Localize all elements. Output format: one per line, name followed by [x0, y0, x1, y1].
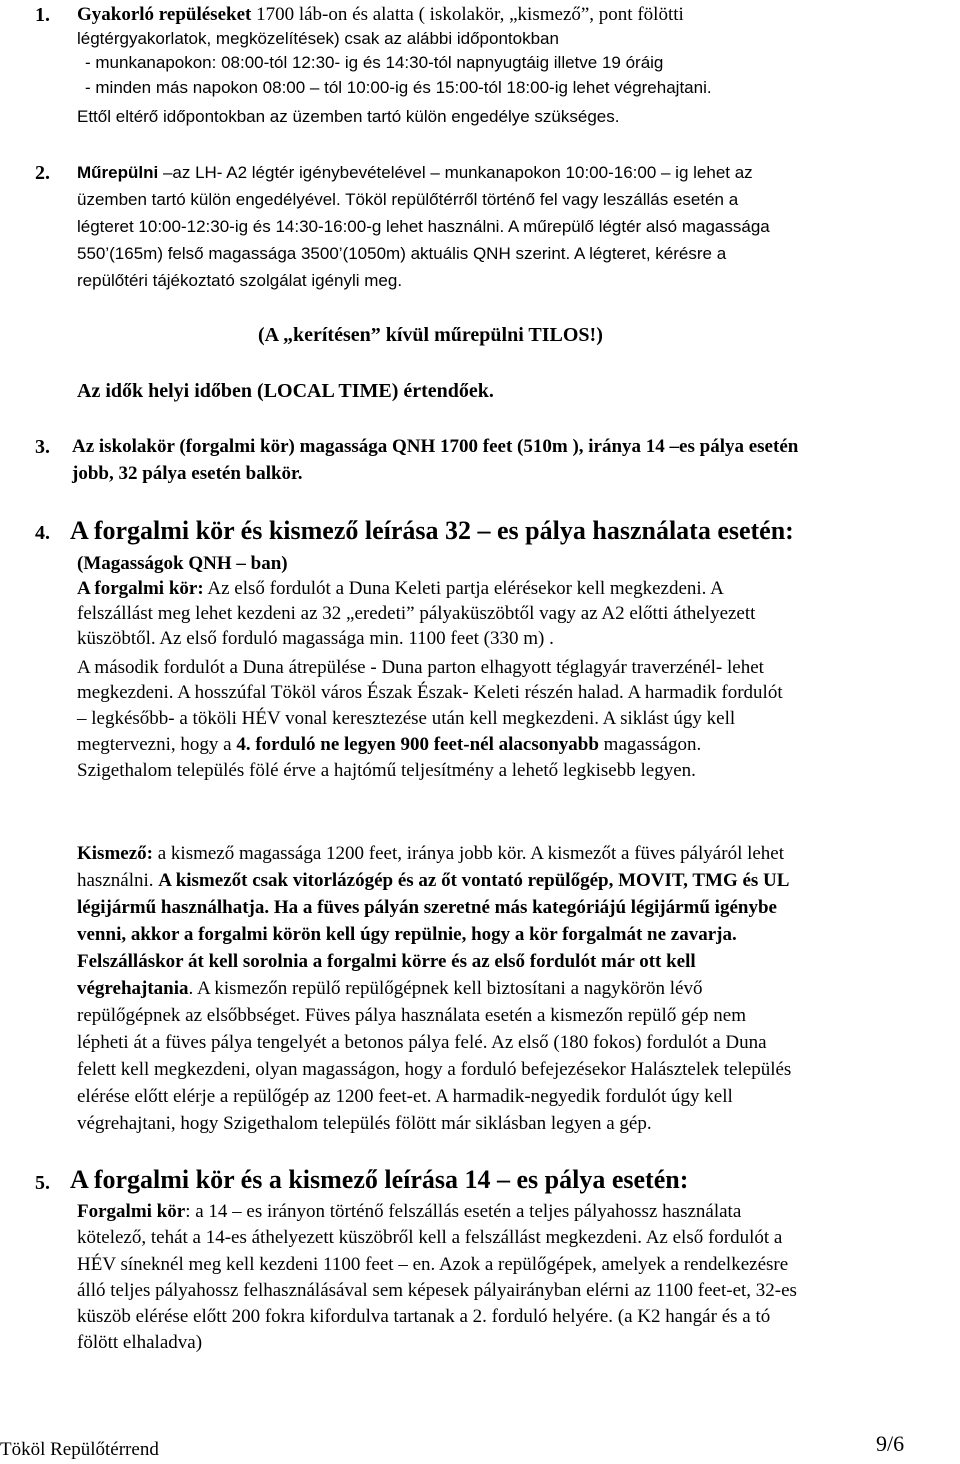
section-5-bold-lead: Forgalmi kör — [77, 1201, 186, 1222]
kismezo-line-6-text: . A kismezőn repülő repülőgépnek kell biztosítani a nagykörön lévő — [188, 978, 703, 999]
kismezo-line-1 — [77, 841, 784, 867]
kismezo-line-8: lépheti át a füves pálya tengelyét a betonos pálya felé. Az első (180 fokos) fordulót a Duna — [77, 1032, 767, 1053]
section-2-line-2: üzemben tartó külön engedélyével. Tököl repülőtérről történő fel vagy leszállás esetén a — [77, 190, 739, 209]
section-3-number: 3. — [35, 436, 50, 458]
section-4-para-line-1-text: Az első fordulót a Duna Keleti partja elérésekor kell megkezdeni. A — [203, 578, 724, 599]
section-4-subheading: (Magasságok QNH – ban) — [77, 553, 288, 574]
section-1-bold-lead: Gyakorló repüléseket — [77, 4, 252, 25]
section-2-line-4: 550’(165m) felső magassága 3500’(1050m) aktuális QNH szerint. A légteret, kérésre a — [77, 244, 727, 263]
section-4-para-line-5: megkezdeni. A hosszúfal Tököl város Észak Észak- Keleti részén halad. A harmadik fordulót — [77, 682, 783, 703]
kismezo-line-9: felett kell megkezdeni, olyan magasságon, hogy a forduló befejezésekor Halásztelek település — [77, 1059, 792, 1080]
section-5-line-1-text: : a 14 – es irányon történő felszállás esetén a teljes pályahossz használata — [185, 1201, 742, 1222]
section-5-heading: A forgalmi kör és a kismező leírása 14 – es pálya esetén: — [70, 1165, 689, 1194]
section-4-para-line-6: – legkésőbb- a tököli HÉV vonal keresztezése után kell megkezdeni. A siklást úgy kell — [77, 708, 736, 729]
section-1-workday-item: - munkanapokon: 08:00-tól 12:30- ig és 14:30-tól napnyugtáig illetve 19 óráig — [85, 53, 664, 72]
footer-document-name: Tököl Repülőtérrend — [0, 1439, 159, 1460]
section-5-line-6: fölött elhaladva) — [77, 1332, 203, 1353]
traffic-circuit-label: A forgalmi kör: — [77, 578, 204, 599]
section-5-line-3: HÉV síneknél meg kell kezdeni 1100 feet – en. Azok a repülőgépek, amelyek a rendelkezésre — [77, 1254, 789, 1275]
footer-page-number: 9/6 — [876, 1431, 905, 1456]
kismezo-line-6 — [77, 976, 702, 1002]
section-4-para-line-7 — [77, 732, 701, 758]
section-2-local-time-note: Az idők helyi időben (LOCAL TIME) értendőek. — [77, 380, 494, 402]
section-5-line-5: küszöb elérése előtt 200 fokra kifordulva tartanak a 2. forduló helyére. (a K2 hangár és a tó — [77, 1306, 771, 1327]
section-2-bold-lead: Műrepülni — [77, 163, 159, 182]
section-2-line-5: repülőtéri tájékoztató szolgálat igényli meg. — [77, 271, 403, 290]
section-4-para-line-8: Szigethalom település fölé érve a hajtómű teljesítmény a lehető legkisebb legyen. — [77, 760, 696, 781]
section-4-para-line-1 — [77, 576, 724, 602]
section-4-heading: A forgalmi kör és kismező leírása 32 – es pálya használata esetén: — [70, 516, 794, 545]
section-1-number: 1. — [35, 4, 50, 26]
section-1-line-1 — [77, 2, 684, 28]
section-2-line-1-text: –az LH- A2 légtér igénybevételével – munkanapokon 10:00-16:00 – ig lehet az — [158, 163, 753, 182]
section-2-number: 2. — [35, 162, 50, 184]
section-3-line-1: Az iskolakör (forgalmi kör) magassága QNH 1700 feet (510m ), iránya 14 –es pálya esetén — [72, 436, 799, 457]
section-5-line-2: kötelező, tehát a 14-es áthelyezett küszöbről kell a felszállást megkezdeni. Az első fordulót a — [77, 1227, 783, 1248]
section-1-line-1-text: 1700 láb-on és alatta ( iskolakör, „kismező”, pont fölötti — [251, 4, 684, 25]
kismezo-line-3: légijármű használhatja. Ha a füves pályán szeretné más kategóriájú légijármű igénybe — [77, 897, 777, 918]
section-3-line-2: jobb, 32 pálya esetén balkör. — [72, 463, 303, 484]
section-2-warning: (A „kerítésen” kívül műrepülni TILOS!) — [258, 324, 603, 346]
section-5-number: 5. — [35, 1172, 50, 1194]
section-4-para-line-4: A második fordulót a Duna átrepülése - Duna parton elhagyott téglagyár traverzénél- lehet — [77, 657, 764, 678]
section-4-number: 4. — [35, 522, 50, 544]
fourth-turn-minimum-altitude: 4. forduló ne legyen 900 feet-nél alacsonyabb — [236, 734, 599, 755]
section-1-other-days-item: - minden más napokon 08:00 – tól 10:00-ig és 15:00-tól 18:00-ig lehet végrehajtani. — [85, 78, 712, 97]
section-2-line-3: légteret 10:00-12:30-ig és 14:30-16:00-g lehet használni. A műrepülő légtér alsó magassága — [77, 217, 770, 236]
kismezo-label: Kismező: — [77, 843, 153, 864]
kismezo-line-11: végrehajtani, hogy Szigethalom település fölött már siklásban legyen a gép. — [77, 1113, 652, 1134]
kismezo-line-6-bold: végrehajtania — [77, 978, 189, 999]
kismezo-line-2-a: használni. — [77, 870, 159, 891]
section-1-line-2: légtérgyakorlatok, megközelítések) csak az alábbi időpontokban — [77, 29, 559, 48]
kismezo-line-2-bold: A kismezőt csak vitorlázógép és az őt vontató repülőgép, MOVIT, TMG és UL — [158, 870, 790, 891]
section-4-para-line-7-a: megtervezni, hogy a — [77, 734, 237, 755]
kismezo-line-10: elérése előtt elérje a repülőgép az 1200 feet-et. A harmadik-negyedik fordulót úgy kell — [77, 1086, 733, 1107]
kismezo-line-5: Felszálláskor át kell sorolnia a forgalmi körre és az első fordulót már ott kell — [77, 951, 696, 972]
kismezo-line-1-text: a kismező magassága 1200 feet, iránya jobb kör. A kismezőt a füves pályáról lehet — [152, 843, 785, 864]
section-1-line-5: Ettől eltérő időpontokban az üzemben tartó külön engedélye szükséges. — [77, 107, 620, 126]
section-5-line-1 — [77, 1199, 741, 1225]
section-4-para-line-7-c: magasságon. — [598, 734, 702, 755]
kismezo-line-7: repülőgépnek az elsőbbséget. Füves pálya használata esetén a kismezőn repülő gép nem — [77, 1005, 746, 1026]
section-5-line-4: álló teljes pályahossz felhasználásával sem képesek pályairányban elérni az 1100 feet-et, 32-es — [77, 1280, 797, 1301]
section-2-line-1 — [77, 160, 753, 186]
kismezo-line-2 — [77, 868, 789, 894]
section-4-para-line-2: felszállást meg lehet kezdeni az 32 „eredeti” pályaküszöbtől vagy az A2 előtti áthelyezett — [77, 603, 756, 624]
kismezo-line-4: venni, akkor a forgalmi körön kell úgy repülnie, hogy a kör forgalmát ne zavarja. — [77, 924, 737, 945]
section-4-para-line-3: küszöbtől. Az első forduló magassága min. 1100 feet (330 m) . — [77, 628, 554, 649]
